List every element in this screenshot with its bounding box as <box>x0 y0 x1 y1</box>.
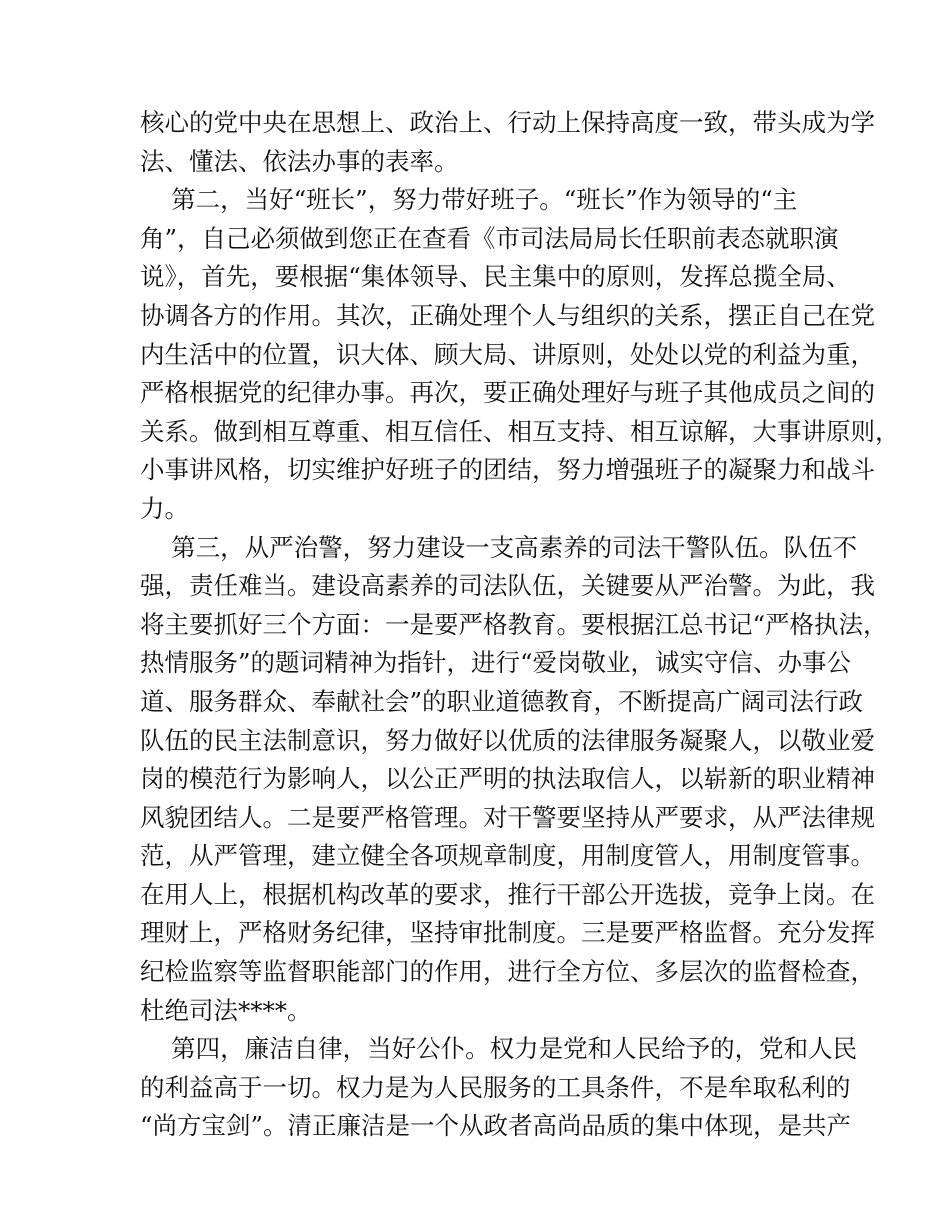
text-line: “尚方宝剑”。清正廉洁是一个从政者高尚品质的集中体现，是共产 <box>140 1111 852 1141</box>
text-line: 热情服务”的题词精神为指针，进行“爱岗敬业，诚实守信、办事公 <box>140 648 852 678</box>
text-line: 岗的模范行为影响人，以公正严明的执法取信人，以崭新的职业精神 <box>140 764 875 794</box>
paragraph-start-line: 第三，从严治警，努力建设一支高素养的司法干警队伍。队伍不 <box>140 532 858 562</box>
text-line: 风貌团结人。二是要严格管理。对干警要坚持从严要求，从严法律规 <box>140 802 875 832</box>
text-line: 将主要抓好三个方面：一是要严格教育。要根据江总书记“严格执法， <box>140 609 888 639</box>
text-line: 内生活中的位置，识大体、顾大局、讲原则，处处以党的利益为重， <box>140 339 875 369</box>
text-line: 在用人上，根据机构改革的要求，推行干部公开选拔，竞争上岗。在 <box>140 879 875 909</box>
text-line: 小事讲风格，切实维护好班子的团结，努力增强班子的凝聚力和战斗 <box>140 455 875 485</box>
text-line: 角”，自己必须做到您正在查看《市司法局局长任职前表态就职演 <box>140 223 839 253</box>
text-line: 核心的党中央在思想上、政治上、行动上保持高度一致，带头成为学 <box>140 108 875 137</box>
text-line: 范，从严管理，建立健全各项规章制度，用制度管人，用制度管事。 <box>140 841 875 871</box>
text-line: 队伍的民主法制意识，努力做好以优质的法律服务凝聚人，以敬业爱 <box>140 725 875 755</box>
text-line: 纪检监察等监督职能部门的作用，进行全方位、多层次的监督检查， <box>140 957 875 987</box>
text-line: 严格根据党的纪律办事。再次，要正确处理好与班子其他成员之间的 <box>140 378 875 408</box>
text-line: 杜绝司法****。 <box>140 995 312 1025</box>
text-line: 理财上，严格财务纪律，坚持审批制度。三是要严格监督。充分发挥 <box>140 918 875 948</box>
text-line: 强，责任难当。建设高素养的司法队伍，关键要从严治警。为此，我 <box>140 571 875 601</box>
document-body <box>140 104 900 1146</box>
text-line: 法、懂法、依法办事的表率。 <box>140 146 459 176</box>
text-line: 协调各方的作用。其次，正确处理个人与组织的关系，摆正自己在党 <box>140 300 875 330</box>
text-line: 力。 <box>140 493 189 523</box>
text-line: 道、服务群众、奉献社会”的职业道德教育，不断提高广阔司法行政 <box>140 686 864 716</box>
text-line: 关系。做到相互尊重、相互信任、相互支持、相互谅解，大事讲原则， <box>140 416 900 446</box>
text-line: 的利益高于一切。权力是为人民服务的工具条件，不是牟取私利的 <box>140 1072 851 1102</box>
paragraph-start-line: 第四，廉洁自律，当好公仆。权力是党和人民给予的，党和人民 <box>140 1034 858 1064</box>
text-line: 说》，首先，要根据“集体领导、民主集中的原则，发挥总揽全局、 <box>140 262 851 292</box>
paragraph-start-line: 第二，当好“班长”，努力带好班子。“班长”作为领导的“主 <box>140 185 798 215</box>
